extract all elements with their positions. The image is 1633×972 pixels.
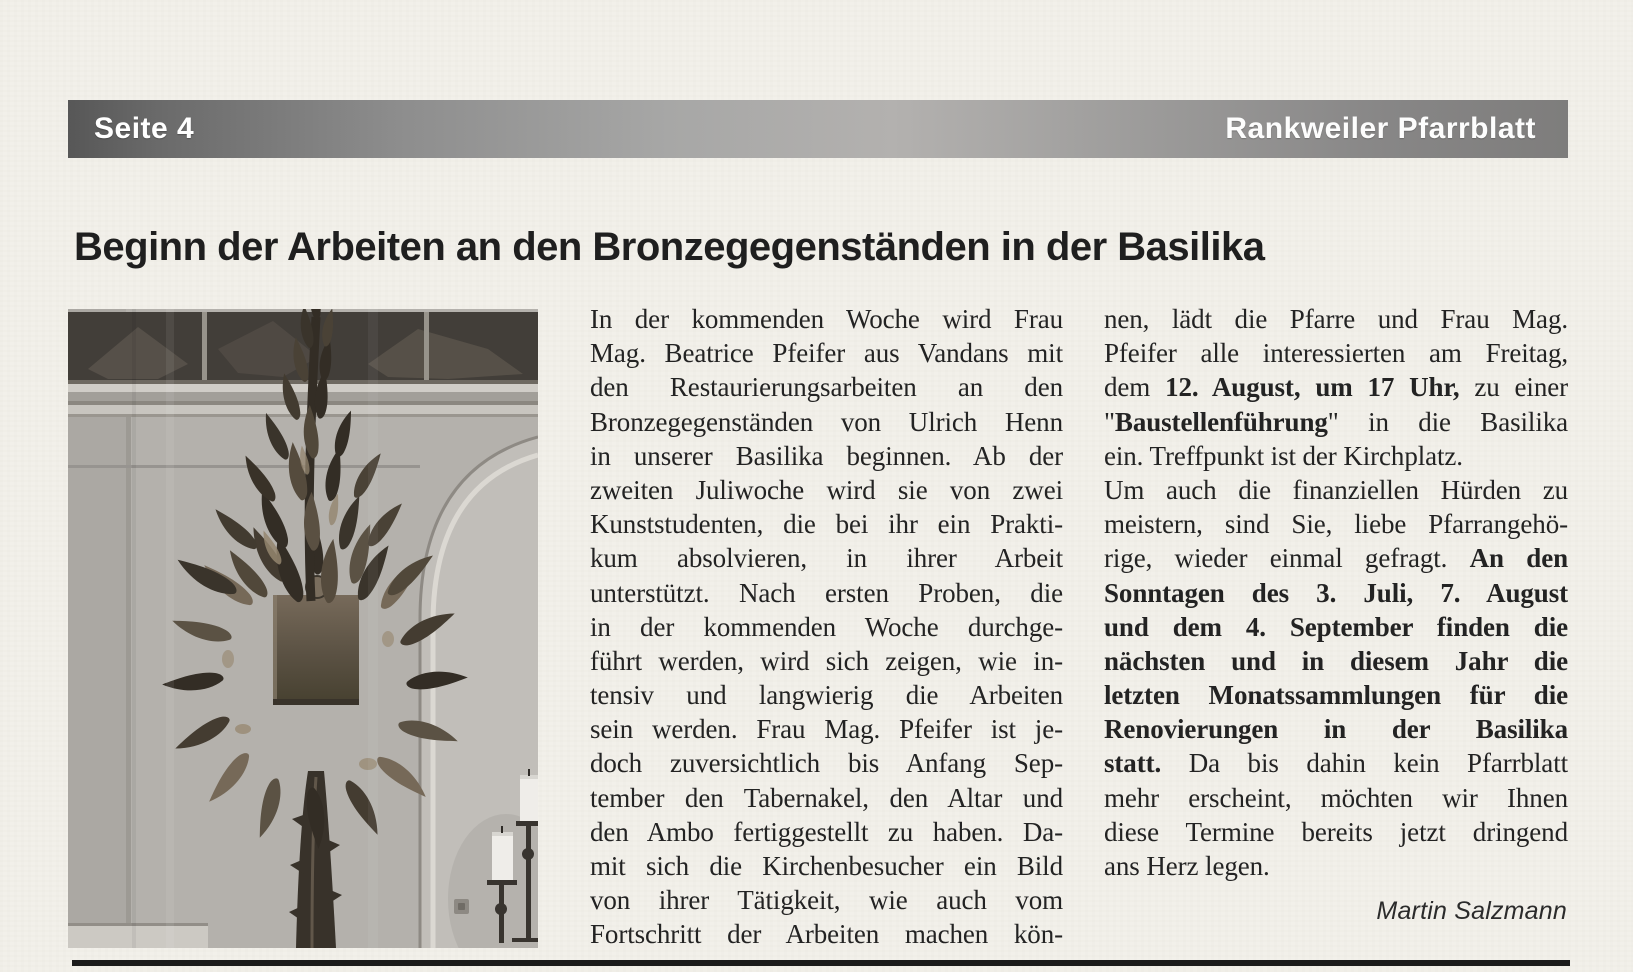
text-line: Um auch die finanziellen Hürden zu (1104, 474, 1568, 505)
text-line: den Ambo fertiggestellt zu haben. Da- (590, 816, 1063, 847)
text-line: dem 12. August, um 17 Uhr, zu einer (1104, 372, 1568, 403)
text-line: tensiv und langwierig die Arbeiten (590, 680, 1063, 711)
article-column-2 (1104, 302, 1568, 883)
text-line: ein. Treffpunkt ist der Kirchplatz. (1104, 440, 1463, 471)
text-line: führt werden, wird sich zeigen, wie in- (590, 645, 1063, 676)
text-line: mit sich die Kirchenbesucher ein Bild (590, 851, 1063, 881)
text-line: diese Termine bereits jetzt dringend (1104, 816, 1568, 847)
text-line: rige, wieder einmal gefragt. An den (1104, 543, 1568, 574)
article-column-1 (590, 302, 1063, 952)
text-line: und dem 4. September finden die (1104, 611, 1568, 642)
text-line: doch zuversichtlich bis Anfang Sep- (590, 748, 1063, 779)
article-byline: Martin Salzmann (1376, 897, 1567, 925)
article-headline: Beginn der Arbeiten an den Bronzegegenständen in der Basilika (74, 225, 1265, 269)
text-line: statt. Da bis dahin kein Pfarrblatt (1104, 748, 1568, 779)
text-line: ans Herz legen. (1104, 851, 1270, 881)
tabernacle-photo-graphic (68, 309, 538, 948)
text-line: "Baustellenführung" in die Basilika (1104, 406, 1568, 437)
text-line: Bronzegegenständen von Ulrich Henn (590, 406, 1063, 437)
text-line: tember den Tabernakel, den Altar und (590, 782, 1063, 813)
text-line: nen, lädt die Pfarre und Frau Mag. (1104, 304, 1568, 334)
page-number-label: Seite 4 (94, 112, 195, 145)
bottom-rule (72, 960, 1570, 966)
text-line: in unserer Basilika beginnen. Ab der (590, 440, 1063, 471)
article-photo (68, 309, 538, 948)
text-line: In der kommenden Woche wird Frau (590, 304, 1063, 334)
text-line: unterstützt. Nach ersten Proben, die (590, 577, 1063, 608)
text-line: letzten Monatssammlungen für die (1104, 680, 1568, 711)
text-line: Sonntagen des 3. Juli, 7. August (1104, 577, 1568, 608)
text-line: kum absolvieren, in ihrer Arbeit (590, 543, 1063, 574)
text-line: in der kommenden Woche durchge- (590, 611, 1063, 642)
masthead-label: Rankweiler Pfarrblatt (1225, 112, 1536, 145)
text-line: sein werden. Frau Mag. Pfeifer ist je- (590, 714, 1063, 745)
text-line: Mag. Beatrice Pfeifer aus Vandans mit (590, 338, 1063, 369)
text-line: Fortschritt der Arbeiten machen kön- (590, 919, 1063, 950)
text-line: Kunststudenten, die bei ihr ein Prakti- (590, 509, 1063, 540)
text-line: von ihrer Tätigkeit, wie auch vom (590, 885, 1063, 916)
text-line: zweiten Juliwoche wird sie von zwei (590, 474, 1063, 505)
text-line: meistern, sind Sie, liebe Pfarrangehö- (1104, 509, 1568, 540)
header-bar (68, 100, 1568, 158)
text-line: nächsten und in diesem Jahr die (1104, 645, 1568, 676)
text-line: Renovierungen in der Basilika (1104, 714, 1568, 745)
text-line: mehr erscheint, möchten wir Ihnen (1104, 782, 1568, 813)
text-line: den Restaurierungsarbeiten an den (590, 372, 1063, 403)
text-line: Pfeifer alle interessierten am Freitag, (1104, 338, 1568, 369)
